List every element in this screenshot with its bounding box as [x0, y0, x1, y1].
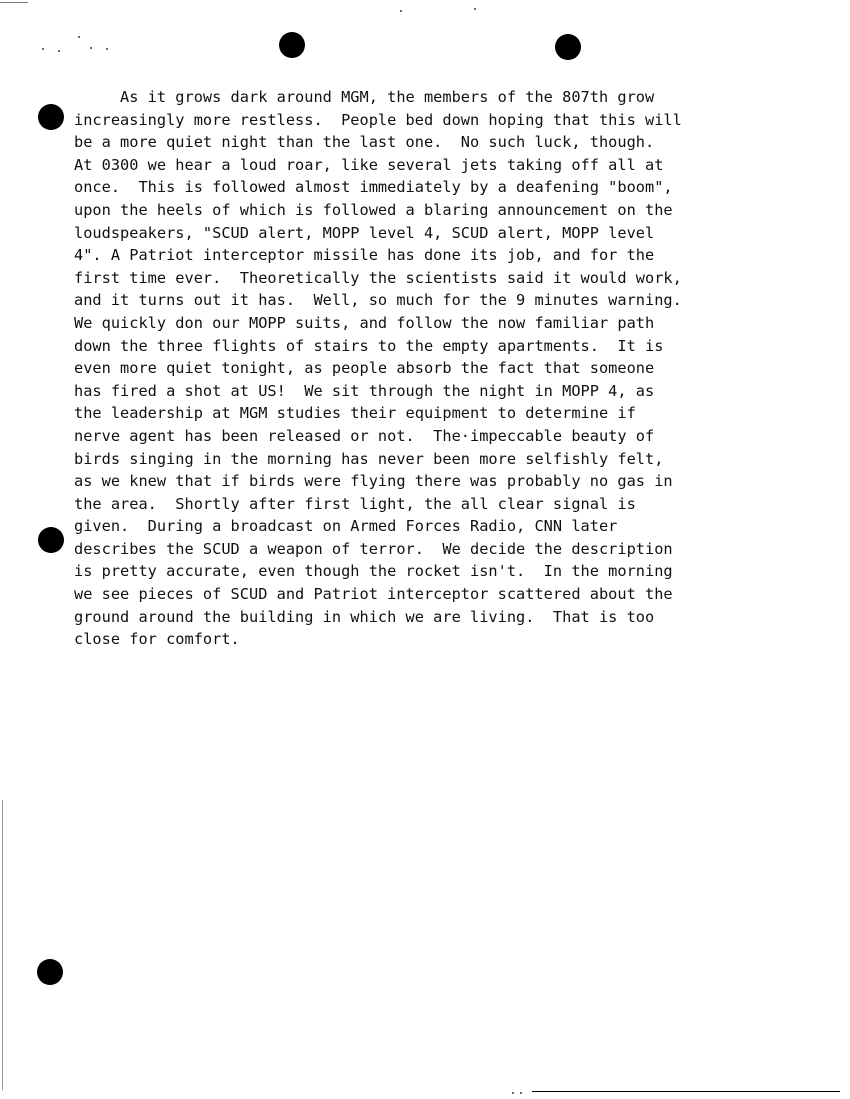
text-line: 4". A Patriot interceptor missile has done its job, and for the — [74, 246, 655, 265]
scan-speck — [90, 47, 92, 49]
text-line: upon the heels of which is followed a blaring announcement on the — [74, 200, 673, 219]
text-line: nerve agent has been released or not. The·impeccable beauty of — [74, 426, 655, 445]
punch-hole — [38, 527, 64, 553]
text-line: the leadership at MGM studies their equipment to determine if — [74, 404, 636, 423]
scan-speck — [78, 36, 80, 38]
punch-hole — [37, 959, 63, 985]
text-line: describes the SCUD a weapon of terror. We decide the description — [74, 539, 673, 558]
text-line: increasingly more restless. People bed down hoping that this will — [74, 110, 682, 129]
text-line: We quickly don our MOPP suits, and follow the now familiar path — [74, 313, 655, 332]
text-line: as we knew that if birds were flying there was probably no gas in — [74, 472, 673, 491]
text-line: loudspeakers, "SCUD alert, MOPP level 4, SCUD alert, MOPP level — [74, 223, 655, 242]
scan-speck — [106, 48, 108, 50]
text-line: given. During a broadcast on Armed Forces Radio, CNN later — [74, 517, 618, 536]
text-line: birds singing in the morning has never been more selfishly felt, — [74, 449, 664, 468]
footer-rule — [532, 1091, 840, 1092]
scan-speck — [520, 1092, 522, 1094]
text-line: close for comfort. — [74, 630, 240, 649]
text-line: has fired a shot at US! We sit through the night in MOPP 4, as — [74, 381, 655, 400]
text-line: ground around the building in which we are living. That is too — [74, 607, 655, 626]
scan-speck — [512, 1092, 514, 1094]
scan-edge-line — [2, 800, 3, 1090]
text-line: As it grows dark around MGM, the members of the 807th grow — [74, 88, 655, 106]
punch-hole — [555, 34, 581, 60]
text-line: we see pieces of SCUD and Patriot interceptor scattered about the — [74, 585, 673, 604]
text-line: down the three flights of stairs to the empty apartments. It is — [74, 336, 664, 355]
text-line: the area. Shortly after first light, the all clear signal is — [74, 494, 636, 513]
scan-speck — [42, 48, 44, 50]
text-line: is pretty accurate, even though the rocket isn't. In the morning — [74, 562, 673, 581]
punch-hole — [38, 104, 64, 130]
text-line: even more quiet tonight, as people absorb the fact that someone — [74, 359, 655, 378]
scan-edge-mark — [0, 2, 28, 3]
text-line: first time ever. Theoretically the scientists said it would work, — [74, 268, 682, 287]
body-paragraph — [74, 86, 774, 651]
text-line: be a more quiet night than the last one. No such luck, though. — [74, 133, 655, 152]
text-line: once. This is followed almost immediately by a deafening "boom", — [74, 178, 673, 197]
scan-speck — [400, 10, 402, 12]
text-line: At 0300 we hear a loud roar, like several jets taking off all at — [74, 155, 664, 174]
punch-hole — [279, 32, 305, 58]
scan-speck — [474, 8, 476, 10]
text-line: and it turns out it has. Well, so much for the 9 minutes warning. — [74, 291, 682, 310]
scan-speck — [58, 50, 60, 52]
